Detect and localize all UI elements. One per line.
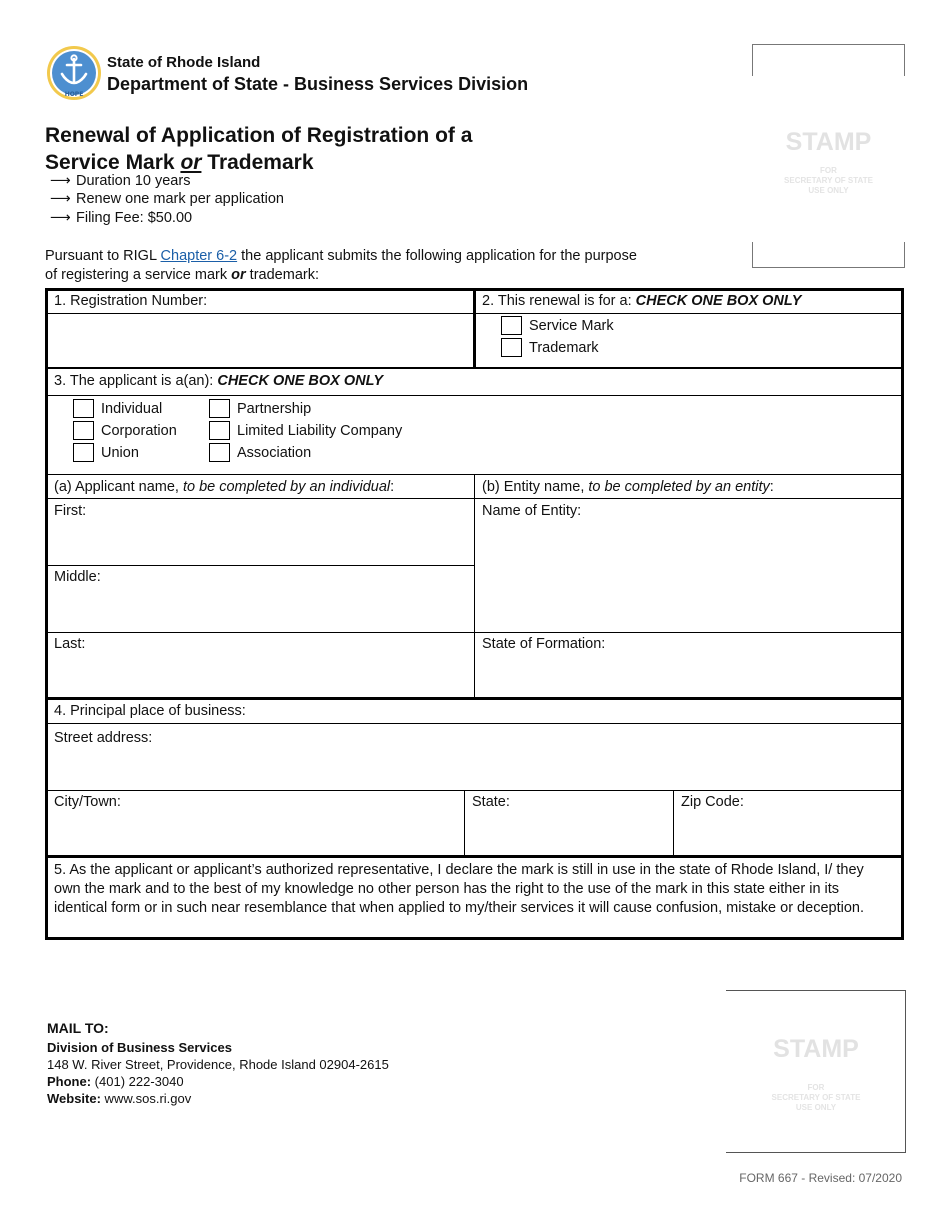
option-partnership[interactable]: Partnership [209, 399, 311, 418]
street-address-field[interactable]: Street address: [54, 730, 153, 746]
renewal-type-label: 2. This renewal is for a: CHECK ONE BOX ONLY [482, 293, 802, 309]
option-association[interactable]: Association [209, 443, 311, 462]
bullet-fee: ⟶ Filing Fee: $50.00 [50, 210, 193, 226]
bullet-renew: ⟶ Renew one mark per application [50, 191, 284, 207]
form-number: FORM 667 - Revised: 07/2020 [739, 1171, 902, 1185]
bullet-duration: ⟶ Duration 10 years [50, 173, 191, 189]
arrow-right-icon: ⟶ [50, 173, 71, 189]
partnership-checkbox[interactable] [209, 399, 230, 418]
stamp-box-bottom [726, 990, 906, 1153]
state-name: State of Rhode Island [107, 54, 261, 71]
mail-address: 148 W. River Street, Providence, Rhode Island 02904-2615 [47, 1057, 389, 1072]
stamp-sub-label: FOR SECRETARY OF STATE USE ONLY [784, 166, 873, 195]
registration-number-label: 1. Registration Number: [54, 293, 208, 309]
entity-name-field[interactable]: Name of Entity: [482, 503, 582, 519]
form-title: Renewal of Application of Registration of a Service Mark or Trademark [45, 124, 473, 174]
zip-code-field[interactable]: Zip Code: [681, 794, 744, 810]
middle-name-field[interactable]: Middle: [54, 569, 101, 585]
city-field[interactable]: City/Town: [54, 794, 121, 810]
state-field[interactable]: State: [472, 794, 510, 810]
entity-name-label: (b) Entity name, to be completed by an entity: [482, 479, 774, 495]
option-corporation[interactable]: Corporation [73, 421, 177, 440]
registration-number-field[interactable] [49, 315, 472, 366]
last-name-field[interactable]: Last: [54, 636, 86, 652]
mail-phone: Phone: (401) 222-3040 [47, 1074, 184, 1089]
trademark-checkbox[interactable] [501, 338, 522, 357]
chapter-link[interactable]: Chapter 6-2 [160, 248, 238, 264]
llc-checkbox[interactable] [209, 421, 230, 440]
state-seal-icon [46, 45, 102, 101]
option-llc[interactable]: Limited Liability Company [209, 421, 402, 440]
union-checkbox[interactable] [73, 443, 94, 462]
stamp-label-bottom: STAMP [773, 1035, 859, 1063]
option-trademark[interactable]: Trademark [501, 338, 599, 357]
individual-checkbox[interactable] [73, 399, 94, 418]
seal-text: HOPE [64, 91, 84, 98]
individual-name-label: (a) Applicant name, to be completed by an individual: [54, 479, 395, 495]
first-name-field[interactable]: First: [54, 503, 87, 519]
applicant-type-label: 3. The applicant is a(an): CHECK ONE BOX ONLY [54, 373, 384, 389]
stamp-label: STAMP [785, 128, 872, 156]
option-individual[interactable]: Individual [73, 399, 162, 418]
corporation-checkbox[interactable] [73, 421, 94, 440]
mail-to-block [47, 1020, 389, 1107]
state-of-formation-field[interactable]: State of Formation: [482, 636, 606, 652]
intro-text: Pursuant to RIGL Chapter 6-2 the applicant submits the following application for the purpose of registering a service mark or trademark: [45, 248, 637, 283]
stamp-sub-label-bottom: FOR SECRETARY OF STATE USE ONLY [771, 1083, 861, 1112]
option-union[interactable]: Union [73, 443, 139, 462]
mail-to-heading: MAIL TO: [47, 1020, 109, 1036]
service-mark-checkbox[interactable] [501, 316, 522, 335]
association-checkbox[interactable] [209, 443, 230, 462]
arrow-right-icon: ⟶ [50, 191, 71, 207]
stamp-box-top [752, 44, 905, 268]
declaration-text: 5. As the applicant or applicant’s authorized representative, I declare the mark is still in use in the state of Rhode Island, I/ they own the mark and to the best of my knowledge no other person has the right to the use of the mark in this state either in its identical form or in such near resemblance that when applied to my/their services it will cause confusion, mistake or deception. [54, 862, 864, 916]
mail-website: Website: www.sos.ri.gov [47, 1091, 192, 1106]
option-service-mark[interactable]: Service Mark [501, 316, 614, 335]
department-name: Department of State - Business Services Division [107, 74, 529, 94]
mail-org: Division of Business Services [47, 1040, 232, 1055]
arrow-right-icon: ⟶ [50, 210, 71, 226]
principal-place-label: 4. Principal place of business: [54, 703, 246, 719]
